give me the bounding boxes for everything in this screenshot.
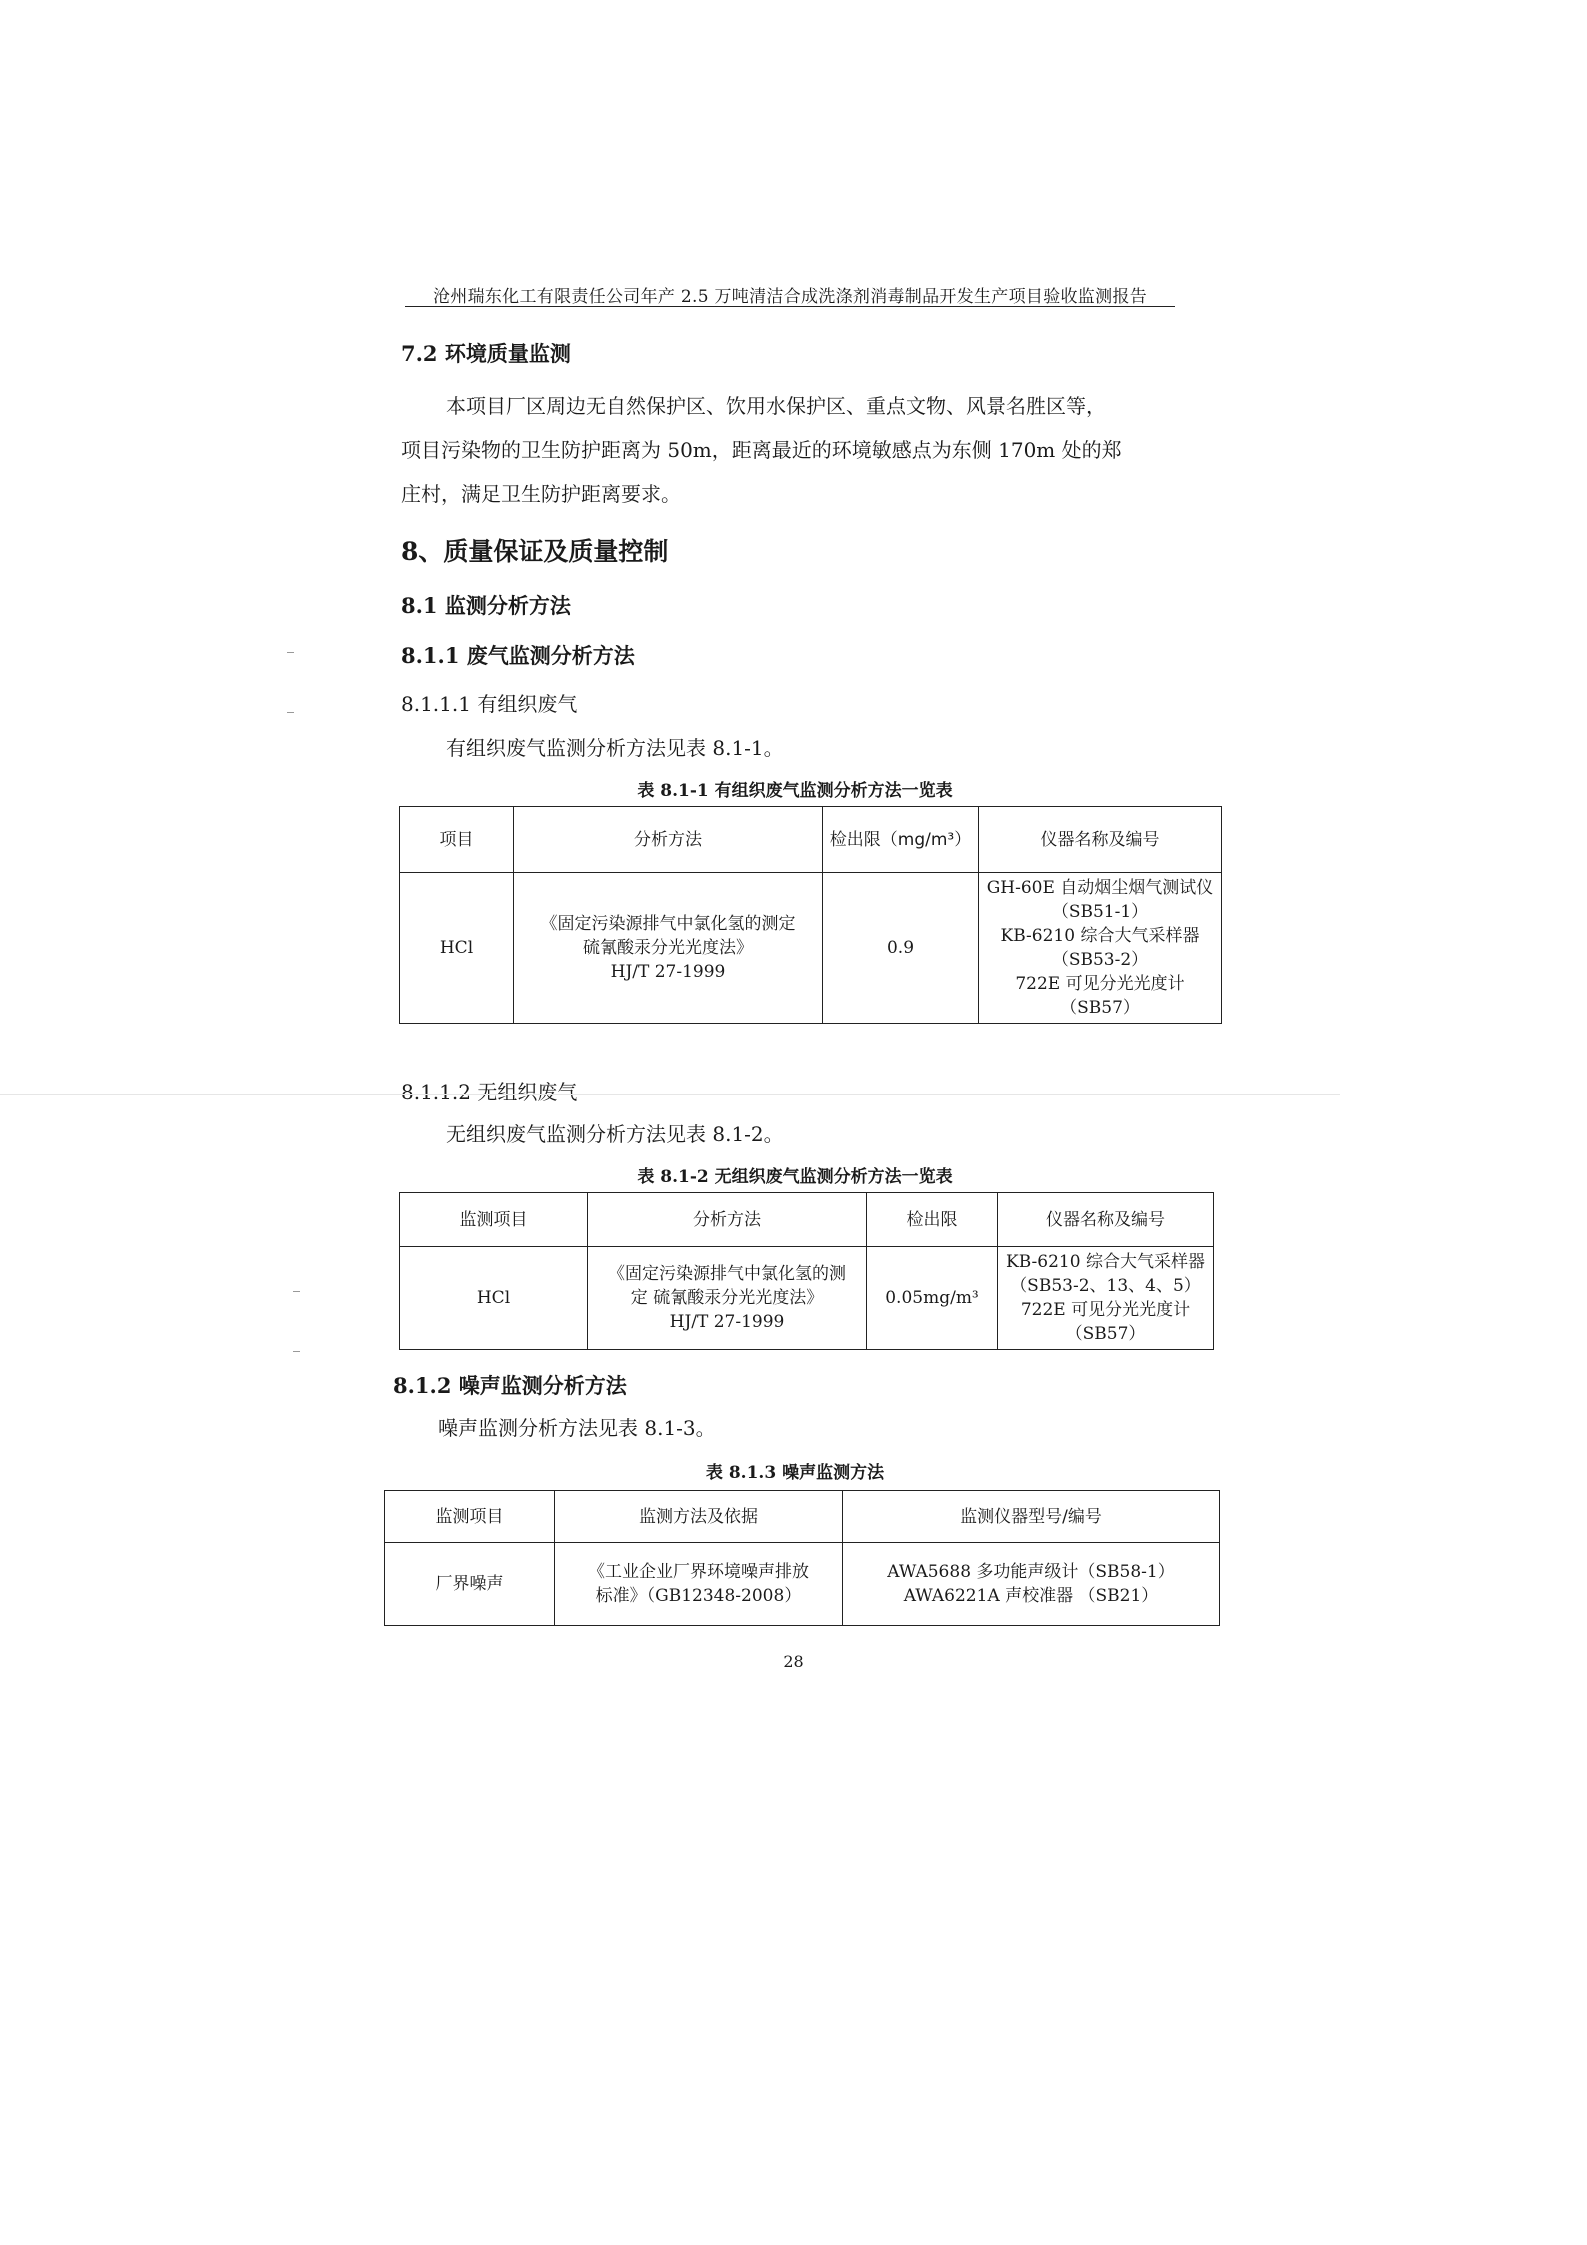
- table-1-cell-item: HCl: [400, 873, 514, 1024]
- section-8-1-1-1-intro: 有组织废气监测分析方法见表 8.1-1。: [446, 736, 784, 760]
- section-8-1-2-heading: 8.1.2 噪声监测分析方法: [393, 1373, 627, 1398]
- section-8-1-1-2-intro: 无组织废气监测分析方法见表 8.1-2。: [446, 1122, 784, 1146]
- instrument-line: （SB51-1）: [1051, 902, 1149, 922]
- section-8-1-heading: 8.1 监测分析方法: [401, 593, 571, 618]
- table-3-header-row: [385, 1491, 1220, 1543]
- section-7-2-para-line1: 本项目厂区周边无自然保护区、饮用水保护区、重点文物、风景名胜区等，: [446, 394, 1106, 418]
- table-row: [400, 873, 1222, 1024]
- table-2-cell-limit: 0.05mg/m³: [867, 1247, 998, 1350]
- table-2-cell-instrument: [998, 1247, 1214, 1350]
- section-8-1-2-intro: 噪声监测分析方法见表 8.1-3。: [438, 1416, 716, 1440]
- instrument-line: AWA6221A 声校准器 （SB21）: [903, 1586, 1159, 1606]
- table-3: [384, 1490, 1220, 1626]
- table-2-cell-item: HCl: [400, 1247, 588, 1350]
- table-3-cell-instrument: [843, 1543, 1220, 1626]
- table-1-cell-method: [514, 873, 823, 1024]
- margin-mark: [293, 1291, 300, 1292]
- instrument-line: 722E 可见分光光度计: [1015, 974, 1185, 994]
- table-2-caption: 表 8.1-2 无组织废气监测分析方法一览表: [637, 1167, 953, 1187]
- table-row: [385, 1543, 1220, 1626]
- method-line: 定 硫氰酸汞分光光度法》: [630, 1288, 824, 1308]
- instrument-line: 722E 可见分光光度计: [1020, 1300, 1191, 1320]
- table-1-header-row: [400, 807, 1222, 873]
- margin-mark: [287, 712, 294, 713]
- table-1-cell-instrument: [979, 873, 1222, 1024]
- method-line: HJ/T 27-1999: [669, 1312, 785, 1332]
- instrument-line: GH-60E 自动烟尘烟气测试仪: [986, 878, 1214, 898]
- method-line: HJ/T 27-1999: [610, 962, 726, 982]
- margin-mark: [287, 652, 294, 653]
- table-2: [399, 1192, 1214, 1350]
- instrument-line: （SB53-2）: [1051, 950, 1149, 970]
- method-line: 硫氰酸汞分光光度法》: [583, 938, 753, 958]
- scan-artifact-line: [0, 1094, 1340, 1095]
- instrument-line: （SB53-2、13、4、5）: [1010, 1276, 1201, 1296]
- table-3-header-item: 监测项目: [385, 1491, 555, 1543]
- section-8-1-1-1-heading: 8.1.1.1 有组织废气: [401, 692, 578, 716]
- table-2-header-item: 监测项目: [400, 1193, 588, 1247]
- table-1-header-method: 分析方法: [514, 807, 823, 873]
- table-1: [399, 806, 1222, 1024]
- table-2-header-method: 分析方法: [588, 1193, 867, 1247]
- table-2-header-instrument: 仪器名称及编号: [998, 1193, 1214, 1247]
- table-3-header-method: 监测方法及依据: [555, 1491, 843, 1543]
- section-8-1-1-heading: 8.1.1 废气监测分析方法: [401, 643, 635, 668]
- margin-mark: [293, 1351, 300, 1352]
- instrument-line: KB-6210 综合大气采样器: [1006, 1252, 1205, 1272]
- method-line: 《固定污染源排气中氯化氢的测定: [540, 914, 796, 934]
- report-header-title: 沧州瑞东化工有限责任公司年产 2.5 万吨清洁合成洗涤剂消毒制品开发生产项目验收监测报告: [432, 287, 1148, 307]
- instrument-line: KB-6210 综合大气采样器: [1000, 926, 1200, 946]
- instrument-line: （SB57）: [1060, 998, 1140, 1018]
- table-3-cell-item: 厂界噪声: [385, 1543, 555, 1626]
- table-2-cell-method: [588, 1247, 867, 1350]
- table-1-caption: 表 8.1-1 有组织废气监测分析方法一览表: [637, 781, 953, 801]
- section-8-heading: 8、质量保证及质量控制: [401, 537, 669, 566]
- instrument-line: （SB57）: [1065, 1324, 1146, 1344]
- table-1-header-limit: 检出限（mg/m³）: [823, 807, 979, 873]
- table-3-caption: 表 8.1.3 噪声监测方法: [705, 1463, 885, 1483]
- instrument-line: AWA5688 多功能声级计（SB58-1）: [887, 1562, 1175, 1582]
- header-divider: [405, 306, 1175, 307]
- method-line: 标准》（GB12348-2008）: [595, 1586, 802, 1606]
- table-row: [400, 1247, 1214, 1350]
- method-line: 《固定污染源排气中氯化氢的测: [608, 1264, 846, 1284]
- section-8-1-1-2-heading: 8.1.1.2 无组织废气: [401, 1080, 578, 1104]
- section-7-2-para-line3: 庄村，满足卫生防护距离要求。: [401, 482, 681, 506]
- method-line: 《工业企业厂界环境噪声排放: [588, 1562, 809, 1582]
- table-1-cell-limit: 0.9: [823, 873, 979, 1024]
- table-3-cell-method: [555, 1543, 843, 1626]
- section-7-2-para-line2: 项目污染物的卫生防护距离为 50m，距离最近的环境敏感点为东侧 170m 处的郑: [401, 438, 1122, 462]
- page-number: 28: [783, 1652, 804, 1671]
- table-2-header-limit: 检出限: [867, 1193, 998, 1247]
- table-2-header-row: [400, 1193, 1214, 1247]
- section-7-2-heading: 7.2 环境质量监测: [401, 341, 571, 366]
- table-1-header-item: 项目: [400, 807, 514, 873]
- table-3-header-instrument: 监测仪器型号/编号: [843, 1491, 1220, 1543]
- table-1-header-instrument: 仪器名称及编号: [979, 807, 1222, 873]
